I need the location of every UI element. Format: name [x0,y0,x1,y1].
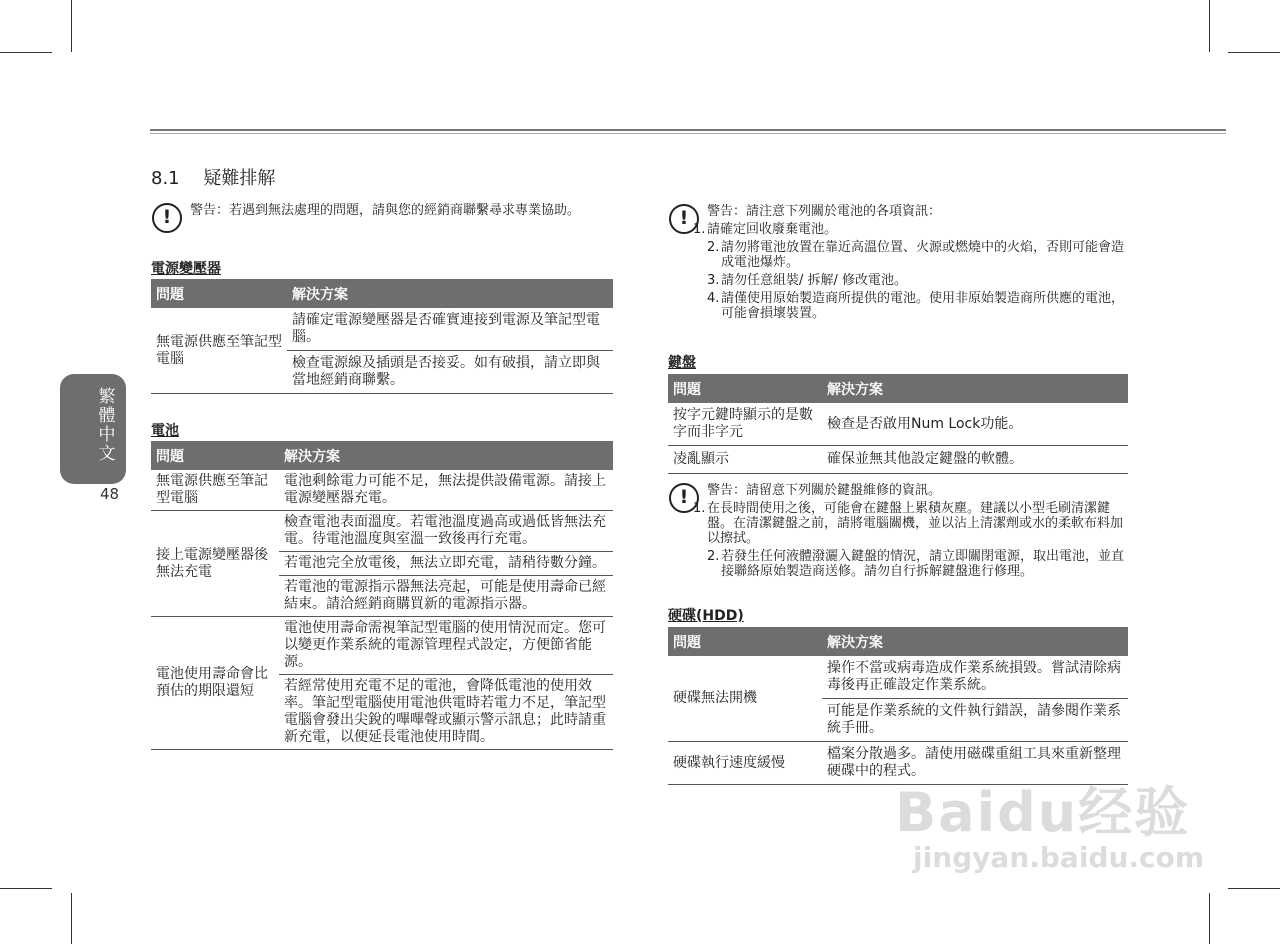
solution-cell: 檢查電源線及插頭是否接妥。如有破損，請立即與當地經銷商聯繫。 [287,351,613,394]
warning-text: 警告：若遇到無法處理的問題，請與您的經銷商聯繫尋求專業協助。 [190,203,581,218]
tab-char: 體 [98,406,116,426]
solution-cell: 可能是作業系統的文件執行錯誤，請參閱作業系統手冊。 [822,699,1128,742]
problem-cell: 接上電源變壓器後無法充電 [151,511,279,617]
column-header-solution: 解決方案 [822,627,1128,656]
battery-heading: 電池 [151,423,179,439]
column-header-problem: 問題 [668,627,822,656]
solution-cell: 檢查是否啟用Num Lock功能。 [822,403,1128,446]
list-item: 2. 請勿將電池放置在靠近高溫位置、火源或燃燒中的火焰，否則可能會造成電池爆炸。 [707,240,1125,270]
crop-mark [71,893,72,944]
list-item: 1. 請確定回收廢棄電池。 [693,222,838,237]
header-rule [150,129,1226,134]
tab-char: 中 [98,425,116,445]
column-header-problem: 問題 [151,279,287,308]
battery-table [151,441,613,750]
problem-cell: 凌亂顯示 [668,446,822,474]
power-adapter-heading: 電源變壓器 [151,261,221,277]
tab-char: 繁 [98,387,116,407]
crop-mark [1228,888,1280,889]
problem-cell: 硬碟無法開機 [668,656,822,742]
solution-cell: 若電池的電源指示器無法亮起，可能是使用壽命已經結束。請洽經銷商購買新的電源指示器。 [279,576,613,617]
section-heading: 疑難排解 [203,168,276,189]
watermark-logo-text: Baidu经验 [895,781,1191,844]
warning-icon: ! [669,483,699,513]
section-title [151,164,275,190]
problem-cell: 無電源供應至筆記型電腦 [151,308,287,394]
solution-cell: 檢查電池表面溫度。若電池溫度過高或過低皆無法充電。待電池溫度與室溫一致後再行充電。 [279,511,613,552]
hdd-heading: 硬碟(HDD) [668,608,744,624]
solution-cell: 操作不當或病毒造成作業系統損毀。嘗試清除病毒後再正確設定作業系統。 [822,656,1128,699]
warning-icon: ! [669,204,699,234]
crop-mark [0,888,52,889]
problem-cell: 按字元鍵時顯示的是數字而非字元 [668,403,822,446]
list-item: 4. 請僅使用原始製造商所提供的電池。使用非原始製造商所供應的電池，可能會損壞裝置。 [707,291,1125,321]
page-number: 48 [100,485,120,503]
column-header-problem: 問題 [668,374,822,403]
crop-mark [1209,0,1210,52]
column-header-problem: 問題 [151,441,279,470]
keyboard-heading: 鍵盤 [668,355,696,371]
watermark-url: jingyan.baidu.com [913,841,1205,874]
solution-cell: 請確定電源變壓器是否確實連接到電源及筆記型電腦。 [287,308,613,351]
column-header-solution: 解決方案 [822,374,1128,403]
language-tab [60,374,126,484]
section-number: 8.1 [151,168,180,189]
problem-cell: 硬碟執行速度緩慢 [668,742,822,785]
warning-icon: ! [152,203,182,233]
crop-mark [0,52,52,53]
battery-warning-list [693,222,1129,324]
keyboard-table [668,374,1128,474]
problem-cell: 電池使用壽命會比預估的期限還短 [151,617,279,750]
problem-cell: 無電源供應至筆記型電腦 [151,470,279,511]
crop-mark [1228,52,1280,53]
tab-char: 文 [98,444,116,464]
crop-mark [71,0,72,52]
list-item: 3. 請勿任意組裝/ 拆解/ 修改電池。 [707,273,908,288]
solution-cell: 檔案分散過多。請使用磁碟重組工具來重新整理硬碟中的程式。 [822,742,1128,785]
solution-cell: 確保並無其他設定鍵盤的軟體。 [822,446,1128,474]
warning-title: 警告：請注意下列關於電池的各項資訊： [707,204,942,219]
hdd-table [668,627,1128,785]
power-adapter-table [151,279,613,394]
list-item: 2. 若發生任何液體潑灑入鍵盤的情況，請立即關閉電源，取出電池，並直接聯絡原始製造商送修。請勿自行拆解鍵盤進行修理。 [707,549,1125,579]
keyboard-warning-list [693,501,1129,582]
baidu-watermark [895,770,1204,874]
column-header-solution: 解決方案 [287,279,613,308]
solution-cell: 若電池完全放電後，無法立即充電，請稍待數分鐘。 [279,552,613,576]
solution-cell: 若經常使用充電不足的電池，會降低電池的使用效率。筆記型電腦使用電池供電時若電力不足，筆記型電腦會發出尖銳的嗶嗶聲或顯示警示訊息；此時請重新充電，以便延長電池使用時間。 [279,675,613,750]
crop-mark [1209,893,1210,944]
solution-cell: 電池剩餘電力可能不足，無法提供設備電源。請接上電源變壓器充電。 [279,470,613,511]
column-header-solution: 解決方案 [279,441,613,470]
list-item: 1. 在長時間使用之後，可能會在鍵盤上累積灰塵。建議以小型毛刷清潔鍵盤。在清潔鍵盤之前，請將電腦關機，並以沾上清潔劑或水的柔軟布料加以擦拭。 [693,501,1124,546]
solution-cell: 電池使用壽命需視筆記型電腦的使用情況而定。您可以變更作業系統的電源管理程式設定，方便節省能源。 [279,617,613,675]
warning-title: 警告：請留意下列關於鍵盤維修的資訊。 [707,483,942,498]
